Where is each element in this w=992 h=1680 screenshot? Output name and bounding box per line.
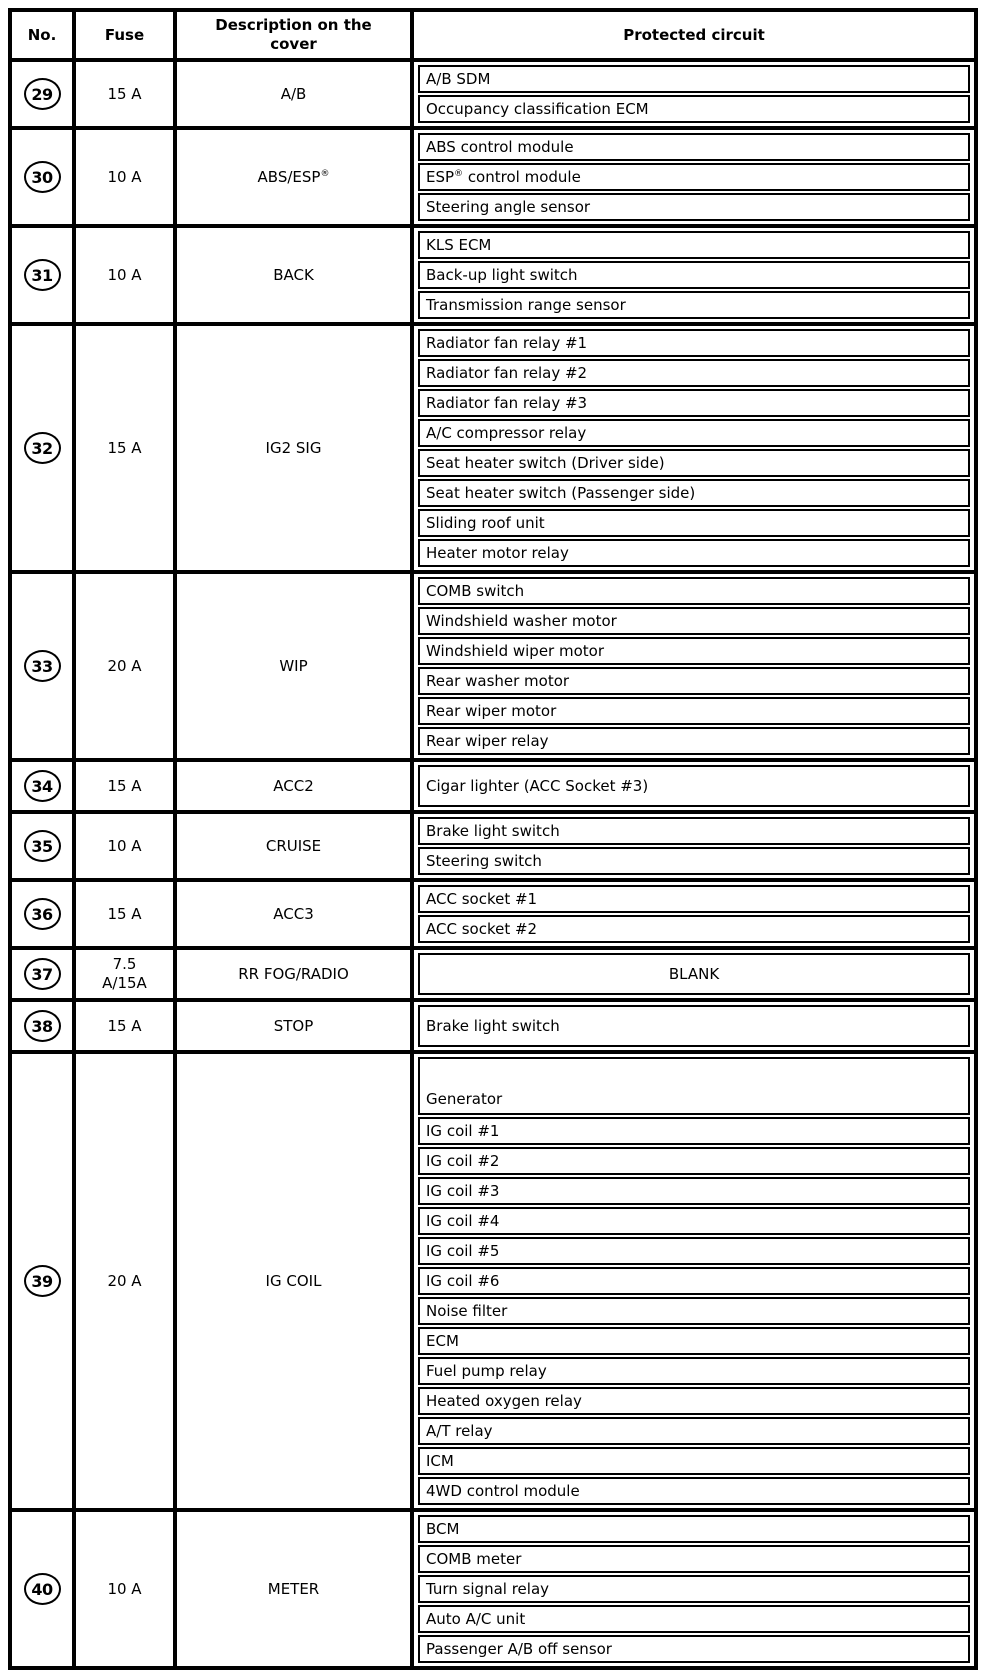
cover-description-cell: [175, 880, 412, 948]
fuse-no-cell: [10, 1052, 74, 1510]
cover-description-cell: [175, 948, 412, 1000]
protected-circuit-item: IG coil #2: [418, 1147, 970, 1175]
fuse-row: [10, 760, 976, 812]
cover-description-cell: [175, 128, 412, 226]
fuse-rating-cell: [74, 60, 175, 128]
protected-circuit-item: BLANK: [418, 953, 970, 995]
cover-description-cell: [175, 324, 412, 572]
fuse-rating-cell: [74, 1510, 175, 1668]
protected-circuit-item: Rear wiper motor: [418, 697, 970, 725]
protected-circuit-item: BCM: [418, 1515, 970, 1543]
fuse-number-badge: 37: [24, 958, 61, 990]
fuse-rating-cell: [74, 226, 175, 324]
cover-description: ACC3: [273, 904, 314, 923]
fuse-row: [10, 128, 976, 226]
fuse-row: [10, 60, 976, 128]
protected-circuit-item: KLS ECM: [418, 231, 970, 259]
fuse-rating-cell: [74, 812, 175, 880]
protected-circuit-item: Steering angle sensor: [418, 193, 970, 221]
fuse-rating-cell: [74, 948, 175, 1000]
fuse-row: [10, 1052, 976, 1510]
cover-description: CRUISE: [265, 836, 322, 855]
fuse-row: [10, 948, 976, 1000]
cover-description: A/B: [280, 84, 307, 103]
protected-circuit-item: Brake light switch: [418, 1005, 970, 1047]
protected-circuit-item: IG coil #4: [418, 1207, 970, 1235]
cover-description: METER: [267, 1579, 320, 1598]
fuse-rating: 15 A: [107, 438, 142, 457]
protected-circuit-item: ESP® control module: [418, 163, 970, 191]
protected-circuit-item: Back-up light switch: [418, 261, 970, 289]
cover-description: STOP: [273, 1016, 314, 1035]
fuse-rating-cell: [74, 324, 175, 572]
cover-description-cell: [175, 760, 412, 812]
fuse-number-badge: 34: [24, 770, 61, 802]
protected-circuits-cell: [412, 1000, 976, 1052]
protected-circuit-item: IG coil #5: [418, 1237, 970, 1265]
protected-circuit-item: Auto A/C unit: [418, 1605, 970, 1633]
protected-circuit-item: Turn signal relay: [418, 1575, 970, 1603]
fuse-table: [8, 8, 978, 1670]
protected-circuit-item: ACC socket #2: [418, 915, 970, 943]
cover-description: BACK: [273, 265, 314, 284]
protected-circuit-item: Sliding roof unit: [418, 509, 970, 537]
fuse-rating: 10 A: [107, 1579, 142, 1598]
protected-circuit-item: A/C compressor relay: [418, 419, 970, 447]
protected-circuit-item: Fuel pump relay: [418, 1357, 970, 1385]
protected-circuits-cell: [412, 572, 976, 760]
fuse-number-badge: 35: [24, 830, 61, 862]
fuse-rating: 20 A: [107, 1271, 142, 1290]
cover-description-cell: [175, 1052, 412, 1510]
protected-circuit-item: Radiator fan relay #3: [418, 389, 970, 417]
fuse-no-cell: [10, 128, 74, 226]
fuse-no-cell: [10, 324, 74, 572]
fuse-rating-cell: [74, 1052, 175, 1510]
col-header-fuse: Fuse: [74, 10, 175, 60]
protected-circuit-item: COMB switch: [418, 577, 970, 605]
cover-description: IG COIL: [265, 1271, 322, 1290]
protected-circuit-item: Windshield wiper motor: [418, 637, 970, 665]
protected-circuits-cell: [412, 128, 976, 226]
protected-circuit-item: A/T relay: [418, 1417, 970, 1445]
fuse-no-cell: [10, 572, 74, 760]
fuse-no-cell: [10, 1510, 74, 1668]
fuse-rating: 15 A: [107, 84, 142, 103]
protected-circuit-item: IG coil #3: [418, 1177, 970, 1205]
protected-circuit-item: Cigar lighter (ACC Socket #3): [418, 765, 970, 807]
fuse-number-badge: 33: [24, 650, 61, 682]
protected-circuit-item: Seat heater switch (Driver side): [418, 449, 970, 477]
protected-circuit-item: Steering switch: [418, 847, 970, 875]
protected-circuit-item: Radiator fan relay #1: [418, 329, 970, 357]
cover-description: IG2 SIG: [265, 438, 322, 457]
fuse-row: [10, 226, 976, 324]
protected-circuits-cell: [412, 1052, 976, 1510]
protected-circuit-item: COMB meter: [418, 1545, 970, 1573]
fuse-row: [10, 1000, 976, 1052]
protected-circuits-cell: [412, 1510, 976, 1668]
protected-circuit-item: A/B SDM: [418, 65, 970, 93]
cover-description: WIP: [279, 656, 308, 675]
fuse-rating-cell: [74, 880, 175, 948]
fuse-no-cell: [10, 812, 74, 880]
protected-circuit-item: Occupancy classification ECM: [418, 95, 970, 123]
protected-circuits-cell: [412, 880, 976, 948]
protected-circuits-cell: [412, 948, 976, 1000]
fuse-number-badge: 32: [24, 432, 61, 464]
fuse-rating: 15 A: [107, 1016, 142, 1035]
fuse-rating: 20 A: [107, 656, 142, 675]
protected-circuit-item: Brake light switch: [418, 817, 970, 845]
fuse-row: [10, 812, 976, 880]
protected-circuit-item: Generator: [418, 1057, 970, 1115]
protected-circuits-cell: [412, 60, 976, 128]
protected-circuit-item: IG coil #6: [418, 1267, 970, 1295]
protected-circuit-item: Passenger A/B off sensor: [418, 1635, 970, 1663]
col-header-protected: Protected circuit: [412, 10, 976, 60]
protected-circuit-item: Noise filter: [418, 1297, 970, 1325]
protected-circuit-item: Seat heater switch (Passenger side): [418, 479, 970, 507]
protected-circuits-cell: [412, 226, 976, 324]
cover-description-cell: [175, 226, 412, 324]
fuse-number-badge: 36: [24, 898, 61, 930]
fuse-rating: 7.5 A/15A: [102, 955, 147, 992]
fuse-no-cell: [10, 948, 74, 1000]
fuse-rating-cell: [74, 1000, 175, 1052]
col-header-no: No.: [10, 10, 74, 60]
fuse-table-body: [10, 60, 976, 1668]
protected-circuits-cell: [412, 812, 976, 880]
fuse-number-badge: 38: [24, 1010, 61, 1042]
fuse-row: [10, 324, 976, 572]
protected-circuit-item: Radiator fan relay #2: [418, 359, 970, 387]
cover-description: RR FOG/RADIO: [238, 964, 349, 983]
fuse-row: [10, 572, 976, 760]
fuse-rating: 10 A: [107, 167, 142, 186]
protected-circuit-item: ABS control module: [418, 133, 970, 161]
fuse-no-cell: [10, 60, 74, 128]
protected-circuit-item: 4WD control module: [418, 1477, 970, 1505]
fuse-no-cell: [10, 1000, 74, 1052]
protected-circuit-item: Windshield washer motor: [418, 607, 970, 635]
protected-circuit-item: ACC socket #1: [418, 885, 970, 913]
protected-circuit-item: Heated oxygen relay: [418, 1387, 970, 1415]
cover-description: ACC2: [273, 776, 314, 795]
fuse-no-cell: [10, 226, 74, 324]
cover-description-cell: [175, 812, 412, 880]
protected-circuit-item: ICM: [418, 1447, 970, 1475]
fuse-rating: 15 A: [107, 904, 142, 923]
cover-description-cell: [175, 60, 412, 128]
fuse-number-badge: 39: [24, 1265, 61, 1297]
fuse-row: [10, 1510, 976, 1668]
fuse-no-cell: [10, 760, 74, 812]
protected-circuit-item: Heater motor relay: [418, 539, 970, 567]
protected-circuit-item: Transmission range sensor: [418, 291, 970, 319]
fuse-rating: 10 A: [107, 836, 142, 855]
fuse-rating: 10 A: [107, 265, 142, 284]
protected-circuit-item: IG coil #1: [418, 1117, 970, 1145]
cover-description: ABS/ESP®: [257, 167, 330, 186]
fuse-number-badge: 31: [24, 259, 61, 291]
fuse-rating-cell: [74, 760, 175, 812]
protected-circuits-cell: [412, 324, 976, 572]
protected-circuit-item: Rear wiper relay: [418, 727, 970, 755]
fuse-rating-cell: [74, 128, 175, 226]
fuse-number-badge: 40: [24, 1573, 61, 1605]
cover-description-cell: [175, 1000, 412, 1052]
fuse-no-cell: [10, 880, 74, 948]
fuse-row: [10, 880, 976, 948]
cover-description-cell: [175, 572, 412, 760]
cover-description-cell: [175, 1510, 412, 1668]
col-header-description: Description on the cover: [175, 10, 412, 60]
fuse-number-badge: 29: [24, 78, 61, 110]
fuse-rating-cell: [74, 572, 175, 760]
protected-circuits-cell: [412, 760, 976, 812]
fuse-rating: 15 A: [107, 776, 142, 795]
header-row: [10, 10, 976, 60]
protected-circuit-item: ECM: [418, 1327, 970, 1355]
protected-circuit-item: Rear washer motor: [418, 667, 970, 695]
fuse-number-badge: 30: [24, 161, 61, 193]
